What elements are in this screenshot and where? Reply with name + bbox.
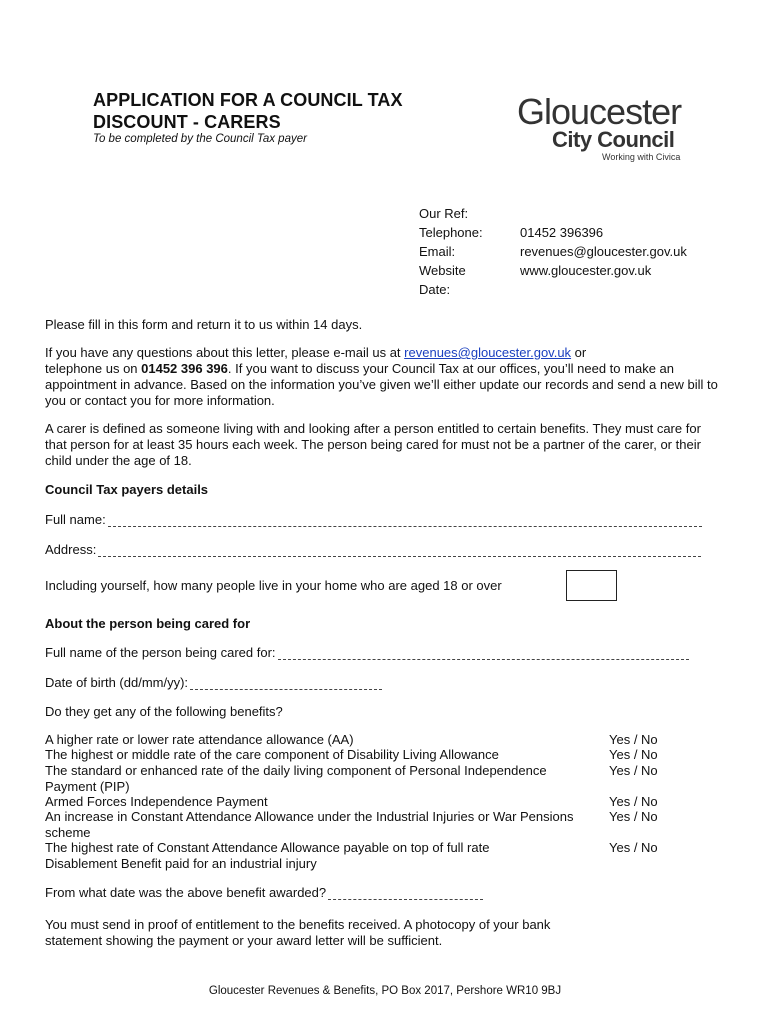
email-value: revenues@gloucester.gov.uk bbox=[520, 244, 687, 259]
cared-full-name-row bbox=[45, 645, 689, 660]
intro-p2-text-d: . If you want to discuss your Council Tax at our offices, you’ll need to make an appointment in advance. Based on the information you’ve given we’ll either update our records and send a new bill to you or contact you for more information. bbox=[45, 361, 718, 408]
form-subtitle: To be completed by the Council Tax payer bbox=[93, 133, 307, 145]
logo-line-2: City Council bbox=[552, 127, 675, 152]
benefit-text: The highest rate of Constant Attendance Allowance payable on top of full rate Disablement Benefit paid for an industrial injury bbox=[45, 840, 490, 871]
carer-definition: A carer is defined as someone living with and looking after a person entitled to certain benefits. They must care for that person for at least 35 hours each week. The person being cared for must not be a partner of the carer, or their child under the age of 18. bbox=[45, 421, 701, 468]
telephone-value: 01452 396396 bbox=[520, 225, 604, 240]
payer-full-name-input[interactable] bbox=[108, 514, 702, 527]
household-question: Including yourself, how many people live in your home who are aged 18 or over bbox=[45, 578, 502, 593]
intro-paragraph-2 bbox=[45, 345, 725, 409]
logo-tagline: Working with Civica bbox=[602, 152, 681, 162]
email-link[interactable]: revenues@gloucester.gov.uk bbox=[404, 345, 572, 360]
email-label: Email: bbox=[419, 244, 456, 259]
dob-row bbox=[45, 675, 382, 690]
household-count-box[interactable] bbox=[566, 570, 617, 601]
award-date-row bbox=[45, 885, 483, 900]
payer-full-name-row bbox=[45, 512, 702, 527]
benefit-text: A higher rate or lower rate attendance allowance (AA) bbox=[45, 732, 354, 747]
payer-full-name-label: Full name: bbox=[45, 512, 106, 527]
title-line-2: DISCOUNT - CARERS bbox=[93, 112, 281, 132]
benefit-text: Armed Forces Independence Payment bbox=[45, 794, 268, 809]
benefit-yes-no[interactable]: Yes / No bbox=[609, 840, 658, 855]
reference-values bbox=[520, 223, 687, 280]
council-logo bbox=[515, 92, 707, 166]
payer-address-label: Address: bbox=[45, 542, 97, 557]
benefit-yes-no[interactable]: Yes / No bbox=[609, 763, 658, 778]
benefit-text: An increase in Constant Attendance Allowance under the Industrial Injuries or War Pensions scheme bbox=[45, 809, 574, 840]
our-ref-label: Our Ref: bbox=[419, 206, 469, 221]
award-date-label: From what date was the above benefit awarded? bbox=[45, 885, 327, 900]
dob-input[interactable] bbox=[190, 677, 382, 690]
cared-full-name-input[interactable] bbox=[278, 647, 689, 660]
intro-p2-text-b: or bbox=[571, 345, 587, 360]
benefit-yes-no[interactable]: Yes / No bbox=[609, 747, 658, 762]
intro-p2-text-a: If you have any questions about this letter, please e-mail us at bbox=[45, 345, 405, 360]
reference-labels bbox=[419, 204, 483, 299]
benefit-text: The highest or middle rate of the care component of Disability Living Allowance bbox=[45, 747, 499, 762]
benefits-question: Do they get any of the following benefits? bbox=[45, 704, 283, 719]
title-line-1: APPLICATION FOR A COUNCIL TAX bbox=[93, 90, 403, 110]
website-label: Website bbox=[419, 263, 466, 278]
cared-full-name-label: Full name of the person being cared for: bbox=[45, 645, 276, 660]
dob-label: Date of birth (dd/mm/yy): bbox=[45, 675, 189, 690]
logo-line-1: Gloucester bbox=[517, 91, 682, 132]
page-footer: Gloucester Revenues & Benefits, PO Box 2017, Pershore WR10 9BJ bbox=[208, 985, 562, 997]
intro-paragraph-1: Please fill in this form and return it to us within 14 days. bbox=[45, 317, 363, 332]
cared-section-heading: About the person being cared for bbox=[45, 616, 251, 631]
form-title bbox=[93, 89, 403, 133]
payer-address-row bbox=[45, 542, 701, 557]
telephone-label: Telephone: bbox=[419, 225, 483, 240]
benefit-yes-no[interactable]: Yes / No bbox=[609, 809, 658, 824]
benefit-yes-no[interactable]: Yes / No bbox=[609, 794, 658, 809]
proof-note: You must send in proof of entitlement to the benefits received. A photocopy of your bank statement showing the payment or your award letter will be sufficient. bbox=[45, 917, 551, 948]
payer-section-heading: Council Tax payers details bbox=[45, 482, 209, 497]
benefit-yes-no[interactable]: Yes / No bbox=[609, 732, 658, 747]
payer-address-input[interactable] bbox=[98, 544, 701, 557]
website-value: www.gloucester.gov.uk bbox=[520, 263, 652, 278]
benefit-text: The standard or enhanced rate of the daily living component of Personal Independence Payment (PIP) bbox=[45, 763, 547, 794]
award-date-input[interactable] bbox=[328, 887, 483, 900]
date-label: Date: bbox=[419, 282, 451, 297]
phone-number: 01452 396 396 bbox=[141, 361, 228, 376]
intro-p2-text-c: telephone us on bbox=[45, 361, 142, 376]
